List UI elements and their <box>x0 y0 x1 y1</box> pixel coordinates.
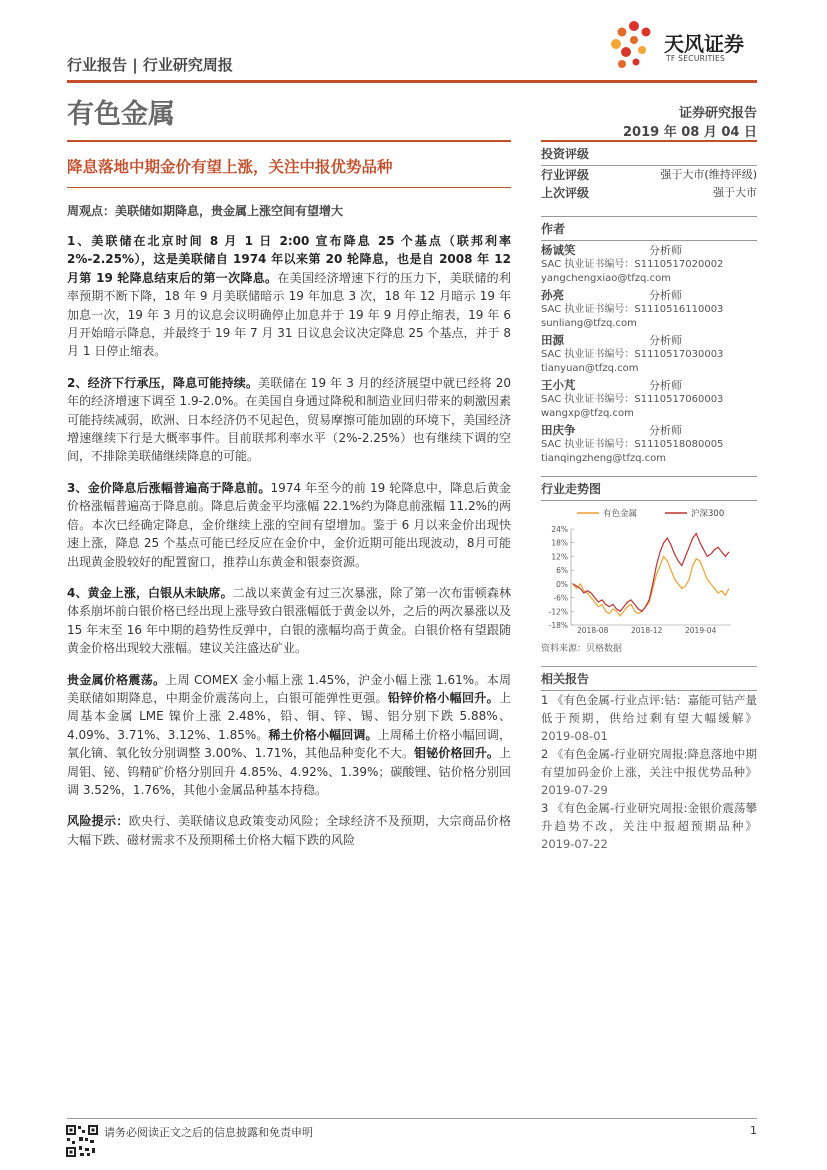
report-label: 证券研究报告 <box>678 106 757 121</box>
analyst-role: 分析师 <box>649 424 682 437</box>
paragraph-4-body: 二战以来黄金有过三次暴涨，除了第一次布雷顿森林体系崩坏前白银价格已经出现上涨导致白银涨幅低于黄金以外，之后的两次暴涨以及 15 年末至 16 年中期的趋势性反弹中，白银的涨幅均高于黄金。白银价格有望跟随黄金价格出现较大涨幅。建议关注盛达矿业。 <box>67 585 512 656</box>
moly-bismuth-lead: 钼铋价格回升。 <box>414 746 499 761</box>
paragraph-4-lead: 4、黄金上涨，白银从未缺席。 <box>67 585 233 600</box>
analyst-entry <box>541 333 757 376</box>
analyst-header <box>541 243 757 258</box>
analyst-entry <box>541 423 757 466</box>
logo-text-cn: 天风证券 <box>664 32 744 56</box>
risk-lead: 风险提示： <box>67 814 129 829</box>
rating-value: 强于大市(维持评级) <box>660 168 757 181</box>
prev-rating-value: 强于大市 <box>713 186 757 199</box>
report-type: 行业报告 | 行业研究周报 <box>67 56 233 74</box>
footer-divider <box>67 1118 757 1119</box>
headline: 降息落地中期金价有望上涨，关注中报优势品种 <box>67 158 393 176</box>
paragraph-1 <box>67 232 511 361</box>
brand-logo <box>606 18 756 74</box>
x-tick-label: 2018-12 <box>631 626 663 635</box>
y-tick-label: 24% <box>551 525 568 534</box>
analyst-cert: SAC 执业证书编号：S1110517060003 <box>541 394 724 405</box>
trend-heading: 行业走势图 <box>541 482 602 496</box>
rating-heading: 投资评级 <box>541 147 590 161</box>
analyst-header <box>541 378 757 393</box>
analyst-name: 杨诚笑 <box>541 243 576 257</box>
headline-divider-bottom <box>67 187 511 188</box>
risk-warning <box>67 812 511 849</box>
weekly-view: 周观点：美联储如期降息，贵金属上涨空间有望增大 <box>67 204 344 218</box>
x-tick-label: 2018-08 <box>577 626 609 635</box>
logo-dots-icon <box>606 18 662 74</box>
analyst-email[interactable]: yangchengxiao@tfzq.com <box>541 273 671 284</box>
analyst-cert: SAC 执业证书编号：S1110516110003 <box>541 304 724 315</box>
related-report-title[interactable]: 2 《有色金属-行业研究周报:降息落地中期有望加码金价上涨，关注中报优势品种》 <box>541 747 757 779</box>
industry-title: 有色金属 <box>67 99 175 130</box>
analyst-name: 孙亮 <box>541 288 564 302</box>
rating-label: 行业评级 <box>541 168 590 182</box>
paragraph-1-body: 在美国经济增速下行的压力下，美联储的利率预期不断下降，18 年 9 月美联储暗示 19 年加息 3 次，18 年 12 月暗示 19 年加息一次，19 年 3 月的议息会议明确停止加息并于 19 年 9 月停止缩表，19 年 6 月开始暗示降息，并最终于 19 年 7 月 31 日议息会议决定降息 25 个基点，并于 8 月 1 日停止缩表。 <box>67 270 511 359</box>
y-tick-label: 0% <box>556 579 568 589</box>
related-heading: 相关报告 <box>541 672 590 686</box>
analyst-role: 分析师 <box>649 244 682 257</box>
related-list <box>541 691 757 853</box>
series-line <box>573 534 729 612</box>
prev-rating-row <box>541 184 757 202</box>
qr-code-icon <box>65 1124 99 1158</box>
analyst-cert: SAC 执业证书编号：S1110518080005 <box>541 439 724 450</box>
industry-trend-chart <box>541 503 757 639</box>
analyst-role: 分析师 <box>649 334 682 347</box>
analyst-role: 分析师 <box>649 379 682 392</box>
paragraph-5 <box>67 671 511 800</box>
rare-earth-body: 上周稀土价格小幅回调，氧化镝、氧化钕分别调整 3.00%、1.71%，其他品种变化不大。 <box>67 727 511 761</box>
paragraph-3-lead: 3、金价降息后涨幅普遍高于降息前。 <box>67 480 271 495</box>
analyst-cert: SAC 执业证书编号：S1110517030003 <box>541 349 724 360</box>
analyst-entry <box>541 288 757 331</box>
analyst-email[interactable]: sunliang@tfzq.com <box>541 318 637 329</box>
trend-divider <box>541 500 757 501</box>
related-report-date: 2019-08-01 <box>541 729 608 743</box>
paragraph-3-body: 1974 年至今的前 19 轮降息中，降息后黄金价格涨幅普遍高于降息前。降息后黄金平均涨幅 22.1%约为降息前涨幅 11.2%的两倍。本次已经确定降息，金价继续上涨的空间有望增加。鉴于 6 月以来金价出现快速上涨，降息 25 个基点可能已经反应在金价中，金价近期可能出现波动，8月可能出现黄金股较好的配置窗口，推荐山东黄金和银泰资源。 <box>67 480 511 569</box>
y-tick-label: -18% <box>548 621 568 630</box>
paragraph-1-lead: 1、美联储在北京时间 8 月 1 日 2:00 宣布降息 25 个基点（联邦利率 2%-2.25%），这是美联储自 1974 年以来第 20 轮降息，也是自 2008 年 12 月第 19 轮降息结束后的第一次降息。 <box>67 234 511 285</box>
y-tick-label: 6% <box>556 566 568 576</box>
risk-body: 欧央行、美联储议息政策变动风险；全球经济不及预期，大宗商品价格大幅下跌、磁材需求不及预期稀土价格大幅下跌的风险 <box>67 814 511 847</box>
lead-zinc-lead: 铅锌价格小幅回升。 <box>387 690 499 705</box>
precious-metals-body: 上周 COMEX 金小幅上涨 1.45%，沪金小幅上涨 1.61%。本周美联储如期降息，中期金价震荡向上，白银可能弹性更强。 <box>67 672 511 705</box>
legend-label: 沪深300 <box>691 509 725 519</box>
main-column <box>67 140 511 849</box>
analyst-role: 分析师 <box>649 289 682 302</box>
authors-divider <box>541 240 757 241</box>
top-divider <box>67 80 757 83</box>
legend-entry <box>577 508 637 519</box>
y-tick-label: -12% <box>548 607 568 617</box>
analyst-email[interactable]: tianyuan@tfzq.com <box>541 363 639 374</box>
analyst-header <box>541 423 757 438</box>
y-tick-label: 12% <box>551 552 568 562</box>
sidebar <box>541 140 757 853</box>
authors-heading: 作者 <box>541 222 566 236</box>
series-line <box>573 556 729 616</box>
legend-entry <box>665 508 724 519</box>
analyst-header <box>541 288 757 303</box>
base-metals-body: 上周基本金属 LME 镍价上涨 2.48%，铅、铜、锌、锡、铝分别下跌 5.88%、4.09%、3.71%、3.12%、1.85%。 <box>67 690 511 742</box>
analyst-email[interactable]: wangxp@tfzq.com <box>541 408 634 419</box>
paragraph-2-lead: 2、经济下行承压，降息可能持续。 <box>67 375 259 390</box>
logo-text-en: TF SECURITIES <box>666 54 726 63</box>
paragraph-2-body: 美联储在 19 年 3 月的经济展望中就已经将 20 年的经济增速下调至 1.9-2.0%。在美国自身通过降税和制造业回归带来的刺激因素可能持续减弱，欧洲、日本经济仍不见起色，贸易摩擦可能加剧的环境下，美国经济增速继续下行是大概率事件。目前联邦利率水平（2%-2.25%）也有继续下调的空间，不排除美联储继续降息的可能。 <box>67 375 512 464</box>
related-report-date: 2019-07-22 <box>541 837 608 851</box>
minor-metals-body: 上周钼、铋、钨精矿价格分别回升 4.85%、4.92%、1.39%；碳酸锂、钴价格分别回调 3.52%，1.76%，其他小金属品种基本持稳。 <box>67 746 511 797</box>
related-report-item[interactable] <box>541 745 757 799</box>
legend-label: 有色金属 <box>603 509 638 519</box>
trend-chart-svg <box>541 503 757 635</box>
analyst-cert: SAC 执业证书编号：S1110517020002 <box>541 259 724 270</box>
analyst-name: 田庆争 <box>541 423 576 437</box>
analyst-entry <box>541 243 757 286</box>
paragraph-4 <box>67 584 511 658</box>
related-report-item[interactable] <box>541 799 757 853</box>
x-tick-label: 2019-04 <box>685 626 717 635</box>
rare-earth-lead: 稀土价格小幅回调。 <box>268 727 378 742</box>
analyst-list <box>541 243 757 466</box>
report-date: 2019 年 08 月 04 日 <box>623 125 757 140</box>
footer-disclaimer: 请务必阅读正文之后的信息披露和免责申明 <box>104 1126 313 1139</box>
rating-row <box>541 166 757 184</box>
paragraph-2 <box>67 374 511 466</box>
precious-metals-lead: 贵金属价格震荡。 <box>67 672 166 687</box>
y-tick-label: -6% <box>553 593 568 603</box>
page-number: 1 <box>750 1124 757 1137</box>
related-report-item[interactable] <box>541 691 757 745</box>
chart-source: 资料来源：贝格数据 <box>541 644 623 654</box>
analyst-entry <box>541 378 757 421</box>
analyst-name: 王小芃 <box>541 378 576 392</box>
prev-rating-label: 上次评级 <box>541 186 590 200</box>
related-report-title[interactable]: 1 《有色金属-行业点评:钴：嘉能可钴产量低于预期，供给过剩有望大幅缓解》 <box>541 693 757 725</box>
y-tick-label: 18% <box>551 538 568 548</box>
analyst-email[interactable]: tianqingzheng@tfzq.com <box>541 453 666 464</box>
related-report-date: 2019-07-29 <box>541 783 608 797</box>
analyst-header <box>541 333 757 348</box>
paragraph-3 <box>67 479 511 571</box>
related-report-title[interactable]: 3 《有色金属-行业研究周报:金银价震荡攀升趋势不改，关注中报超预期品种》 <box>541 801 757 833</box>
analyst-name: 田源 <box>541 333 564 347</box>
